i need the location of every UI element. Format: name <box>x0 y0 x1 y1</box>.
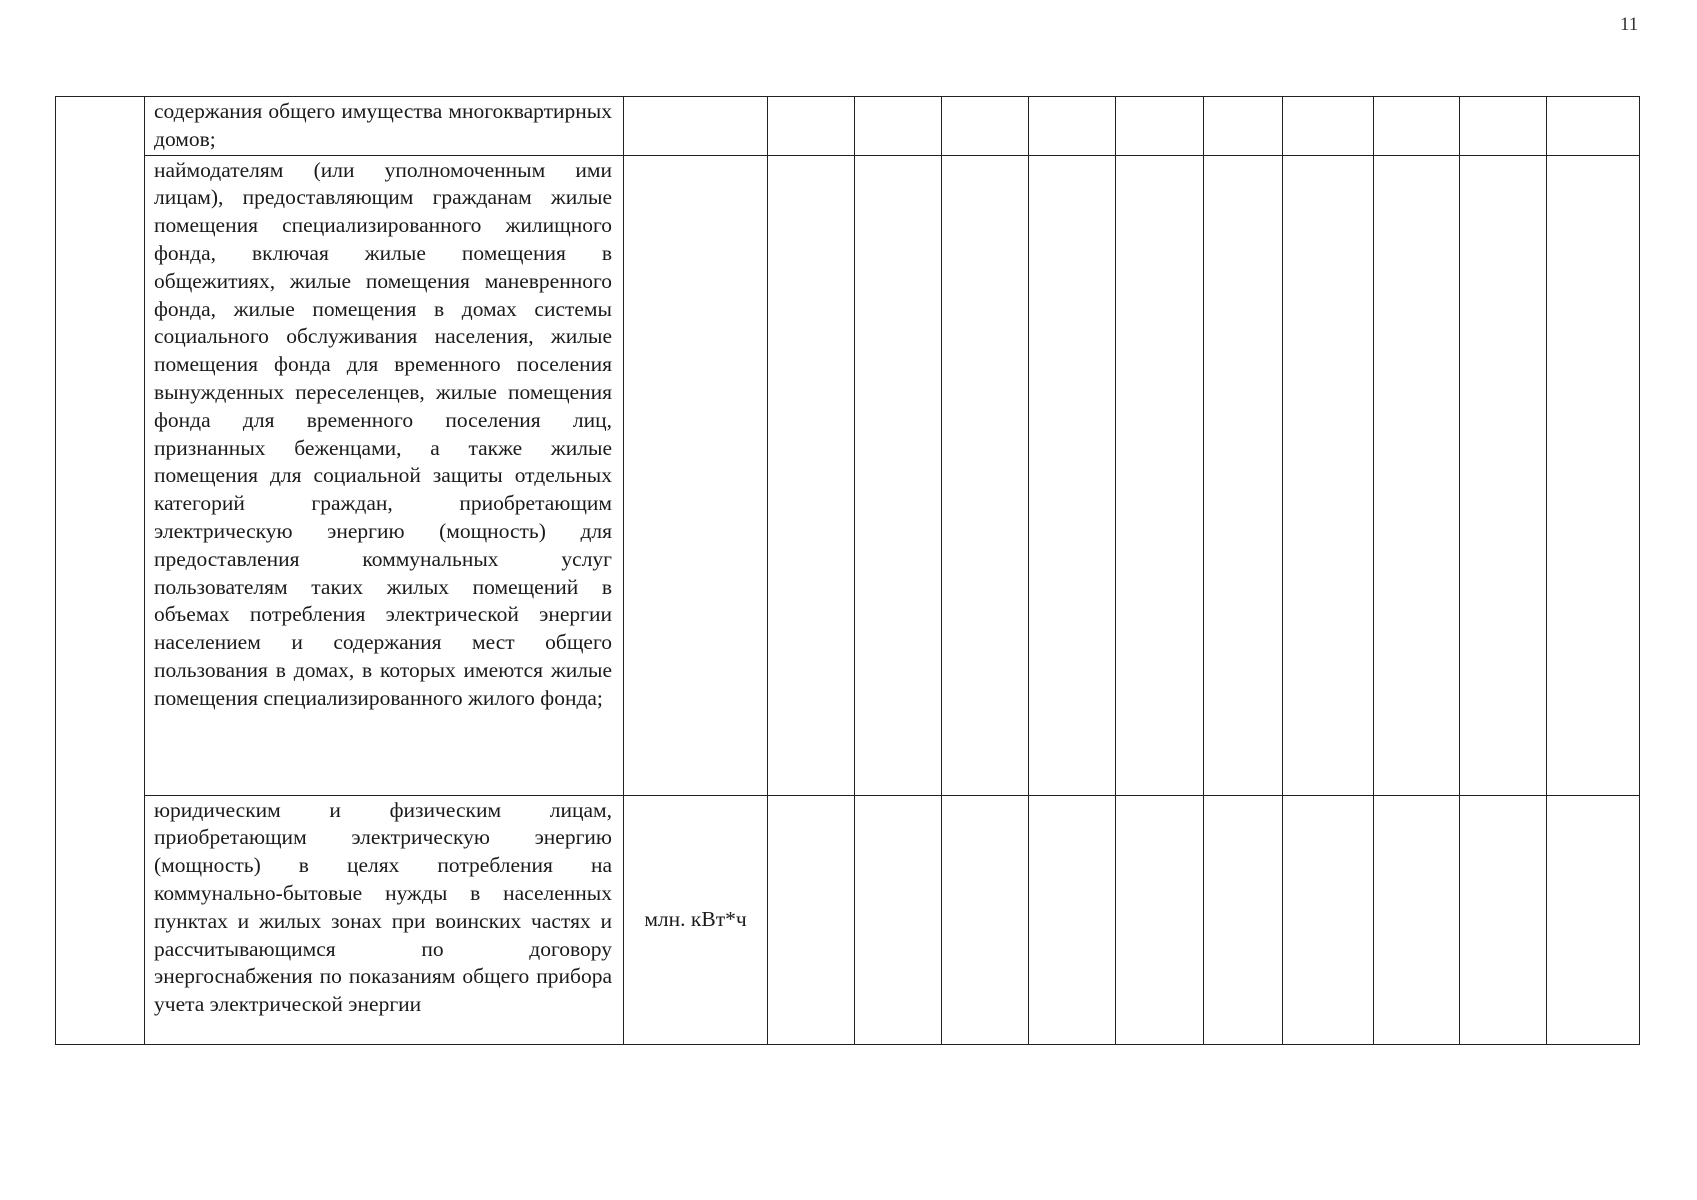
unit-cell: млн. кВт*ч <box>624 795 768 1044</box>
value-cell <box>768 795 855 1044</box>
value-cell <box>1374 97 1460 156</box>
value-cell <box>1283 97 1374 156</box>
value-cell <box>1283 155 1374 795</box>
value-cell <box>942 795 1029 1044</box>
value-cell <box>1204 155 1283 795</box>
number-cell <box>56 97 145 1045</box>
description-cell: содержания общего имущества многоквартирных домов; <box>145 97 624 156</box>
value-cell <box>768 155 855 795</box>
value-cell <box>1547 97 1640 156</box>
value-cell <box>1116 97 1204 156</box>
value-cell <box>1283 795 1374 1044</box>
value-cell <box>855 155 942 795</box>
table-row <box>56 795 1640 1044</box>
unit-cell <box>624 155 768 795</box>
description-cell: наймодателям (или уполномоченным ими лицам), предоставляющим гражданам жилые помещения специализированного жилищного фонда, включая жилые помещения в общежитиях, жилые помещения маневренного фонда, жилые помещения в домах системы социального обслуживания населения, жилые помещения фонда для временного поселения вынужденных переселенцев, жилые помещения фонда для временного поселения лиц, признанных беженцами, а также жилые помещения для социальной защиты отдельных категорий граждан, приобретающим электрическую энергию (мощность) для предоставления коммунальных услуг пользователям таких жилых помещений в объемах потребления электрической энергии населением и содержания мест общего пользования в домах, в которых имеются жилые помещения специализированного жилого фонда; <box>145 155 624 795</box>
value-cell <box>1116 795 1204 1044</box>
value-cell <box>768 97 855 156</box>
value-cell <box>1460 97 1547 156</box>
value-cell <box>1204 97 1283 156</box>
table-row <box>56 155 1640 795</box>
value-cell <box>1547 795 1640 1044</box>
value-cell <box>1460 795 1547 1044</box>
page-number: 11 <box>1620 14 1639 35</box>
value-cell <box>1029 97 1116 156</box>
table-row <box>56 97 1640 156</box>
value-cell <box>1116 155 1204 795</box>
value-cell <box>855 97 942 156</box>
value-cell <box>1204 795 1283 1044</box>
value-cell <box>942 97 1029 156</box>
value-cell <box>1029 795 1116 1044</box>
value-cell <box>1374 155 1460 795</box>
value-cell <box>1460 155 1547 795</box>
value-cell <box>855 795 942 1044</box>
value-cell <box>1547 155 1640 795</box>
unit-cell <box>624 97 768 156</box>
value-cell <box>1029 155 1116 795</box>
description-cell: юридическим и физическим лицам, приобретающим электрическую энергию (мощность) в целях потребления на коммунально-бытовые нужды в населенных пунктах и жилых зонах при воинских частях и рассчитывающимся по договору энергоснабжения по показаниям общего прибора учета электрической энергии <box>145 795 624 1044</box>
data-table <box>55 96 1640 1045</box>
value-cell <box>1374 795 1460 1044</box>
value-cell <box>942 155 1029 795</box>
